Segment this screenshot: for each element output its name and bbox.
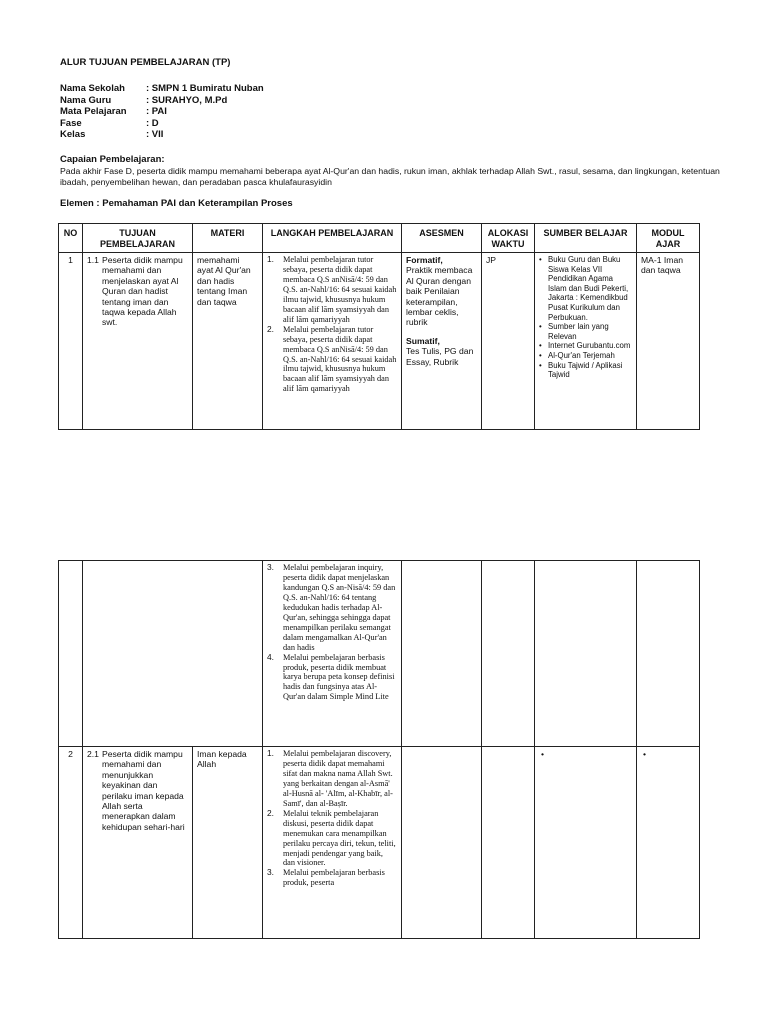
tujuan-cell [83, 253, 193, 430]
modul-cell [637, 561, 700, 747]
tujuan-number: 2.1 [87, 749, 99, 759]
langkah-cell [263, 253, 402, 430]
document-title: ALUR TUJUAN PEMBELAJARAN (TP) [60, 57, 231, 68]
capaian-title: Capaian Pembelajaran: [60, 154, 165, 165]
row-number [59, 561, 83, 747]
asesmen-cell [402, 747, 482, 939]
step-number: 2. [267, 807, 274, 818]
alokasi-cell [482, 561, 535, 747]
sumber-cell [535, 253, 637, 430]
info-row-guru [60, 95, 264, 107]
sumber-item: • Buku Tajwid / Aplikasi Tajwid [539, 361, 632, 380]
info-value: : SMPN 1 Bumiratu Nuban [146, 83, 264, 94]
info-label: Nama Guru [60, 94, 112, 106]
table-row [59, 253, 700, 430]
alokasi-cell [482, 747, 535, 939]
step-text: Melalui pembelajaran inquiry, peserta didik dapat menjelaskan kandungan Q.S an-Nisā/4: 59 dan Q.S. an-Nahl/16: 64 tentang kedudukan hadis terhadap Al-Qur'an, sehingga sehingga dapat menampilkan perilaku semangat dalam mengamalkan Al-Qur'an dan hadis [283, 563, 396, 652]
modul-cell [637, 747, 700, 939]
tujuan-text: Peserta didik mampu memahami dan menjelaskan ayat Al Quran dan hadist tentang iman dan taqwa kepada Allah swt. [102, 255, 183, 328]
header-modul: MODUL AJAR [637, 224, 700, 253]
row-number: 1 [59, 253, 83, 430]
header-asesmen: ASESMEN [402, 224, 482, 253]
step-item [267, 653, 397, 703]
info-block [60, 83, 264, 141]
modul-bullet: • [643, 749, 647, 759]
info-value: : SURAHYO, M.Pd [146, 94, 228, 106]
info-label: Fase [60, 117, 82, 129]
sumber-item: • Al-Qur'an Terjemah [539, 350, 615, 360]
step-number: 3. [267, 867, 274, 878]
step-text: Melalui pembelajaran berbasis produk, peserta [283, 868, 385, 888]
materi-cell: memahami ayat Al Qur'an dan hadis tentang Iman dan taqwa [193, 253, 263, 430]
step-text: Melalui teknik pembelajaran diskusi, peserta didik dapat menemukan cara menampilkan perilaku percaya diri, tekun, teliti, menjadi pendengar yang baik, dan visioner. [283, 808, 396, 868]
sumber-item: • Sumber lain yang Relevan [539, 322, 632, 341]
sumber-cell [535, 747, 637, 939]
sumber-text: Al-Qur'an Terjemah [548, 350, 615, 360]
capaian-text: Pada akhir Fase D, peserta didik mampu memahami beberapa ayat Al-Qur'an dan hadis, rukun iman, akhlak terhadap Allah Swt., rasul, sesama, dan lingkungan, ketentuan ibadah, penyembelihan hewan, dan peradaban pasca khulafaurasyidin [60, 166, 720, 187]
langkah-cell [263, 747, 402, 939]
header-langkah: LANGKAH PEMBELAJARAN [263, 224, 402, 253]
formatif-text: Praktik membaca Al Quran dengan baik Penilaian keterampilan, lembar ceklis, rubrik [406, 265, 473, 328]
table-row [59, 747, 700, 939]
step-item [267, 809, 397, 869]
step-item [267, 563, 397, 653]
step-text: Melalui pembelajaran berbasis produk, peserta didik membuat karya berupa peta konsep definisi hadis dan fungsinya atas Al-Qur'an dalam Simple Mind Lite [283, 652, 395, 702]
table-row [59, 561, 700, 747]
sumber-item: • Internet Gurubantu.com [539, 341, 631, 351]
tujuan-cell [83, 561, 263, 747]
sumber-text: Buku Guru dan Buku Siswa Kelas VII Pendidikan Agama Islam dan Budi Pekerti, Jakarta : Kemendikbud Pusat Kurikulum dan Perbukuan. [548, 255, 629, 322]
elemen-title: Elemen : Pemahaman PAI dan Keterampilan Proses [60, 198, 293, 209]
step-item [267, 325, 397, 395]
header-no: NO [59, 224, 83, 253]
header-sumber: SUMBER BELAJAR [535, 224, 637, 253]
langkah-cell [263, 561, 402, 747]
header-materi: MATERI [193, 224, 263, 253]
asesmen-cell [402, 561, 482, 747]
step-number: 4. [267, 651, 274, 662]
info-row-sekolah [60, 83, 264, 95]
row-number: 2 [59, 747, 83, 939]
step-text: Melalui pembelajaran tutor sebaya, peserta didik dapat membaca Q.S anNisā/4: 59 dan Q.S. an-Nahl/16: 64 sesuai kaidah ilmu tajwid, khususnya hukum bacaan alif lām syamsiyyah dan alif lām qamariyyah [283, 324, 397, 394]
sumatif-label: Sumatif, [406, 335, 440, 346]
info-row-mapel [60, 106, 264, 118]
step-number: 1. [267, 254, 274, 264]
header-alokasi: ALOKASI WAKTU [482, 224, 535, 253]
formatif-label: Formatif, [406, 255, 443, 265]
info-value: : PAI [146, 106, 167, 117]
modul-cell: MA-1 Iman dan taqwa [637, 253, 700, 430]
materi-cell: Iman kepada Allah [193, 747, 263, 939]
info-value: : D [146, 117, 159, 129]
step-item [267, 868, 397, 888]
tp-table-part1 [58, 223, 700, 430]
alokasi-cell: JP [482, 253, 535, 430]
tujuan-cell [83, 747, 193, 939]
tujuan-text: Peserta didik mampu memahami dan menunjukkan keyakinan dan perilaku iman kepada Allah serta menerapkan dalam kehidupan sehari-hari [102, 749, 185, 832]
sumber-item: • Buku Guru dan Buku Siswa Kelas VII Pendidikan Agama Islam dan Budi Pekerti, Jakarta : Kemendikbud Pusat Kurikulum dan Perbukuan. [539, 255, 632, 322]
step-item [267, 255, 397, 325]
step-text: Melalui pembelajaran discovery, peserta didik dapat memahami sifat dan makna nama Allah Swt. yang berkaitan dengan al-Asmā' al-Husnā al- 'Alīm, al-Khabīr, al-Samī', dan al-Baṣīr. [283, 749, 393, 808]
step-number: 2. [267, 323, 274, 334]
asesmen-cell [402, 253, 482, 430]
info-label: Kelas [60, 129, 86, 140]
info-row-kelas [60, 129, 264, 141]
sumber-text: Buku Tajwid / Aplikasi Tajwid [548, 360, 623, 380]
step-text: Melalui pembelajaran tutor sebaya, peserta didik dapat membaca Q.S anNisā/4: 59 dan Q.S. an-Nahl/16: 64 sesuai kaidah ilmu tajwid, khususnya hukum bacaan alif lām syamsiyyah dan alif lām qamariyyah [283, 255, 397, 324]
info-row-fase [60, 118, 264, 130]
sumber-cell [535, 561, 637, 747]
step-number: 3. [267, 562, 274, 572]
step-item [267, 749, 397, 809]
sumber-text: Sumber lain yang Relevan [548, 322, 609, 341]
step-number: 1. [267, 748, 274, 758]
sumber-bullet: • [541, 749, 545, 759]
sumatif-text: Tes Tulis, PG dan Essay, Rubrik [406, 346, 474, 367]
sumber-text: Internet Gurubantu.com [548, 341, 631, 351]
header-tujuan: TUJUAN PEMBELAJARAN [83, 224, 193, 253]
header-row [59, 224, 700, 253]
info-label: Nama Sekolah [60, 83, 125, 94]
info-value: : VII [146, 129, 164, 140]
tp-table-part3 [58, 746, 700, 939]
info-label: Mata Pelajaran [60, 106, 127, 117]
tp-table-part2 [58, 560, 700, 747]
tujuan-number: 1.1 [87, 255, 99, 265]
